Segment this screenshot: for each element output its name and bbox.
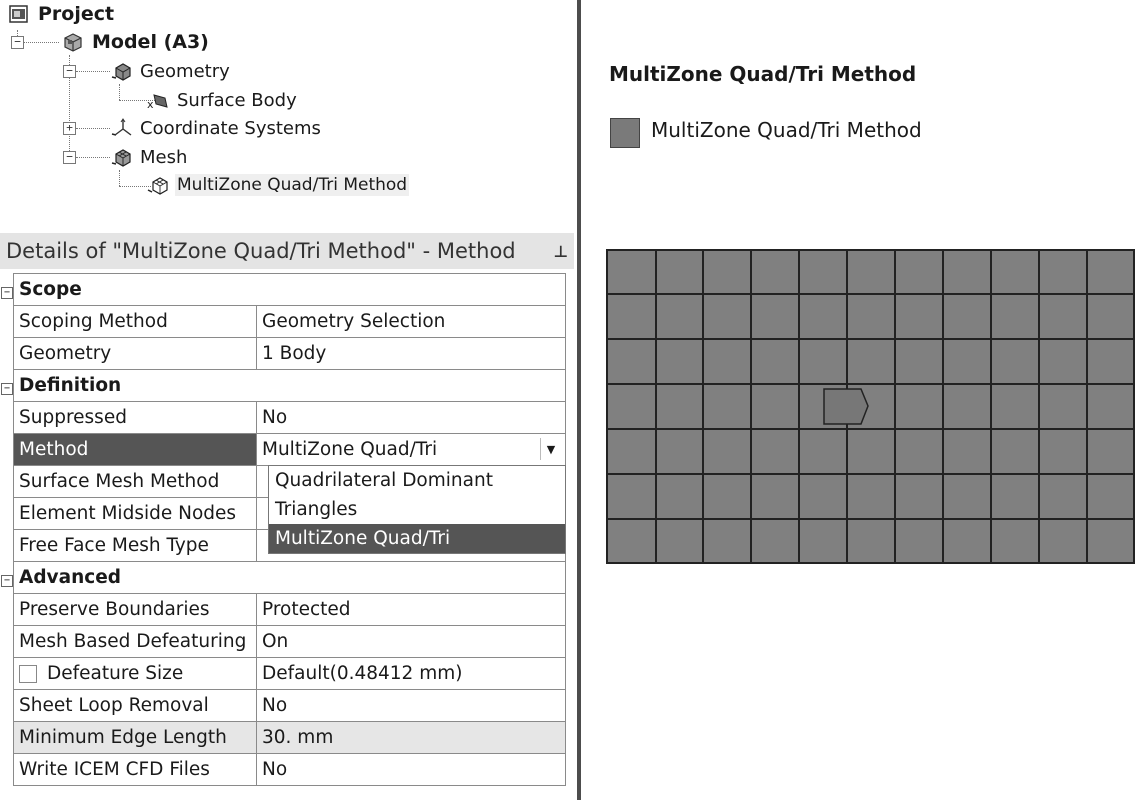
tree-item-surface-body[interactable] (147, 87, 299, 113)
tree-item-project[interactable] (8, 1, 116, 27)
legend-label: MultiZone Quad/Tri Method (651, 118, 922, 142)
property-row[interactable] (0, 594, 566, 626)
category-title: Scope (14, 274, 566, 306)
property-row[interactable] (0, 690, 566, 722)
property-label: Write ICEM CFD Files (14, 754, 257, 786)
svg-text:x: x (147, 98, 154, 110)
property-label-cell (14, 658, 257, 690)
dropdown-option[interactable]: Triangles (275, 499, 358, 520)
tree-connector (76, 71, 110, 72)
tree-connector (119, 84, 120, 100)
property-label: Minimum Edge Length (14, 722, 257, 754)
tree-connector (76, 157, 110, 158)
tree-item-mesh[interactable] (110, 144, 189, 170)
method-dropdown[interactable] (257, 434, 566, 466)
collapse-model-toggle[interactable]: − (11, 36, 24, 49)
tree-label: Model (A3) (92, 31, 209, 53)
property-label: Sheet Loop Removal (14, 690, 257, 722)
property-value[interactable]: Protected (257, 594, 566, 626)
property-label: Scoping Method (14, 306, 257, 338)
details-title: Details of "MultiZone Quad/Tri Method" - Method (6, 239, 516, 263)
mesh-method-icon (147, 175, 169, 195)
property-value: 30. mm (257, 722, 566, 754)
property-row[interactable] (0, 306, 566, 338)
property-label: Method (14, 434, 257, 466)
geometry-icon (110, 61, 132, 81)
property-value[interactable]: No (257, 402, 566, 434)
details-panel-header (0, 233, 574, 269)
model-icon (62, 32, 84, 52)
property-row[interactable] (0, 754, 566, 786)
surface-body-icon (147, 90, 169, 110)
category-title: Advanced (14, 562, 566, 594)
tree-label: MultiZone Quad/Tri Method (177, 175, 408, 195)
dropdown-option[interactable]: Quadrilateral Dominant (275, 470, 493, 491)
tree-label: Coordinate Systems (140, 117, 321, 139)
property-row[interactable] (0, 722, 566, 754)
collapse-geometry-toggle[interactable]: − (63, 65, 76, 78)
property-row-method[interactable] (0, 434, 566, 466)
property-row[interactable] (0, 402, 566, 434)
collapse-icon[interactable]: − (1, 575, 13, 587)
property-label: Geometry (14, 338, 257, 370)
tree-connector (119, 170, 120, 186)
tree-item-coordinate-systems[interactable] (110, 115, 323, 141)
property-value[interactable]: No (257, 754, 566, 786)
tree-item-model[interactable] (62, 29, 211, 55)
collapse-icon[interactable]: − (1, 383, 13, 395)
legend-title: MultiZone Quad/Tri Method (609, 62, 917, 86)
property-label: Preserve Boundaries (14, 594, 257, 626)
property-value[interactable]: Geometry Selection (257, 306, 566, 338)
collapse-mesh-toggle[interactable]: − (63, 151, 76, 164)
category-definition[interactable] (0, 370, 566, 402)
tree-item-multizone-method[interactable] (147, 172, 409, 198)
category-title: Definition (14, 370, 566, 402)
property-label: Free Face Mesh Type (14, 530, 257, 562)
mesh-body (607, 250, 1134, 563)
tree-label: Surface Body (177, 89, 297, 111)
property-value[interactable]: On (257, 626, 566, 658)
property-label: Mesh Based Defeaturing (14, 626, 257, 658)
triad-marker (824, 389, 868, 424)
mesh-icon (110, 147, 132, 167)
coordinate-systems-icon (110, 118, 132, 138)
collapse-icon[interactable]: − (1, 287, 13, 299)
property-row[interactable] (0, 338, 566, 370)
category-scope[interactable] (0, 274, 566, 306)
tree-label: Project (38, 3, 115, 25)
property-value[interactable]: No (257, 690, 566, 722)
dropdown-option-selected[interactable]: MultiZone Quad/Tri (269, 524, 565, 553)
property-label: Surface Mesh Method (14, 466, 257, 498)
pin-icon[interactable]: ⊥ (553, 241, 568, 261)
method-dropdown-list[interactable] (268, 465, 566, 554)
tree-connector (23, 42, 59, 43)
dropdown-arrow-icon[interactable]: ▼ (540, 438, 561, 460)
property-row[interactable] (0, 658, 566, 690)
method-value: MultiZone Quad/Tri (262, 439, 438, 460)
category-advanced[interactable] (0, 562, 566, 594)
legend-swatch (610, 118, 640, 148)
property-label: Suppressed (14, 402, 257, 434)
project-icon (8, 4, 30, 24)
tree-connector (76, 128, 110, 129)
property-value[interactable]: 1 Body (257, 338, 566, 370)
mesh-display[interactable] (606, 249, 1135, 564)
graphics-viewport[interactable] (581, 0, 1135, 800)
tree-item-geometry[interactable] (110, 58, 232, 84)
property-label: Element Midside Nodes (14, 498, 257, 530)
parameter-checkbox[interactable] (19, 665, 37, 683)
property-row[interactable] (0, 626, 566, 658)
tree-label: Geometry (140, 60, 230, 82)
expand-coordinate-systems-toggle[interactable]: + (63, 122, 76, 135)
property-label: Defeature Size (47, 663, 184, 684)
property-value[interactable]: Default(0.48412 mm) (257, 658, 566, 690)
tree-label: Mesh (140, 146, 188, 168)
